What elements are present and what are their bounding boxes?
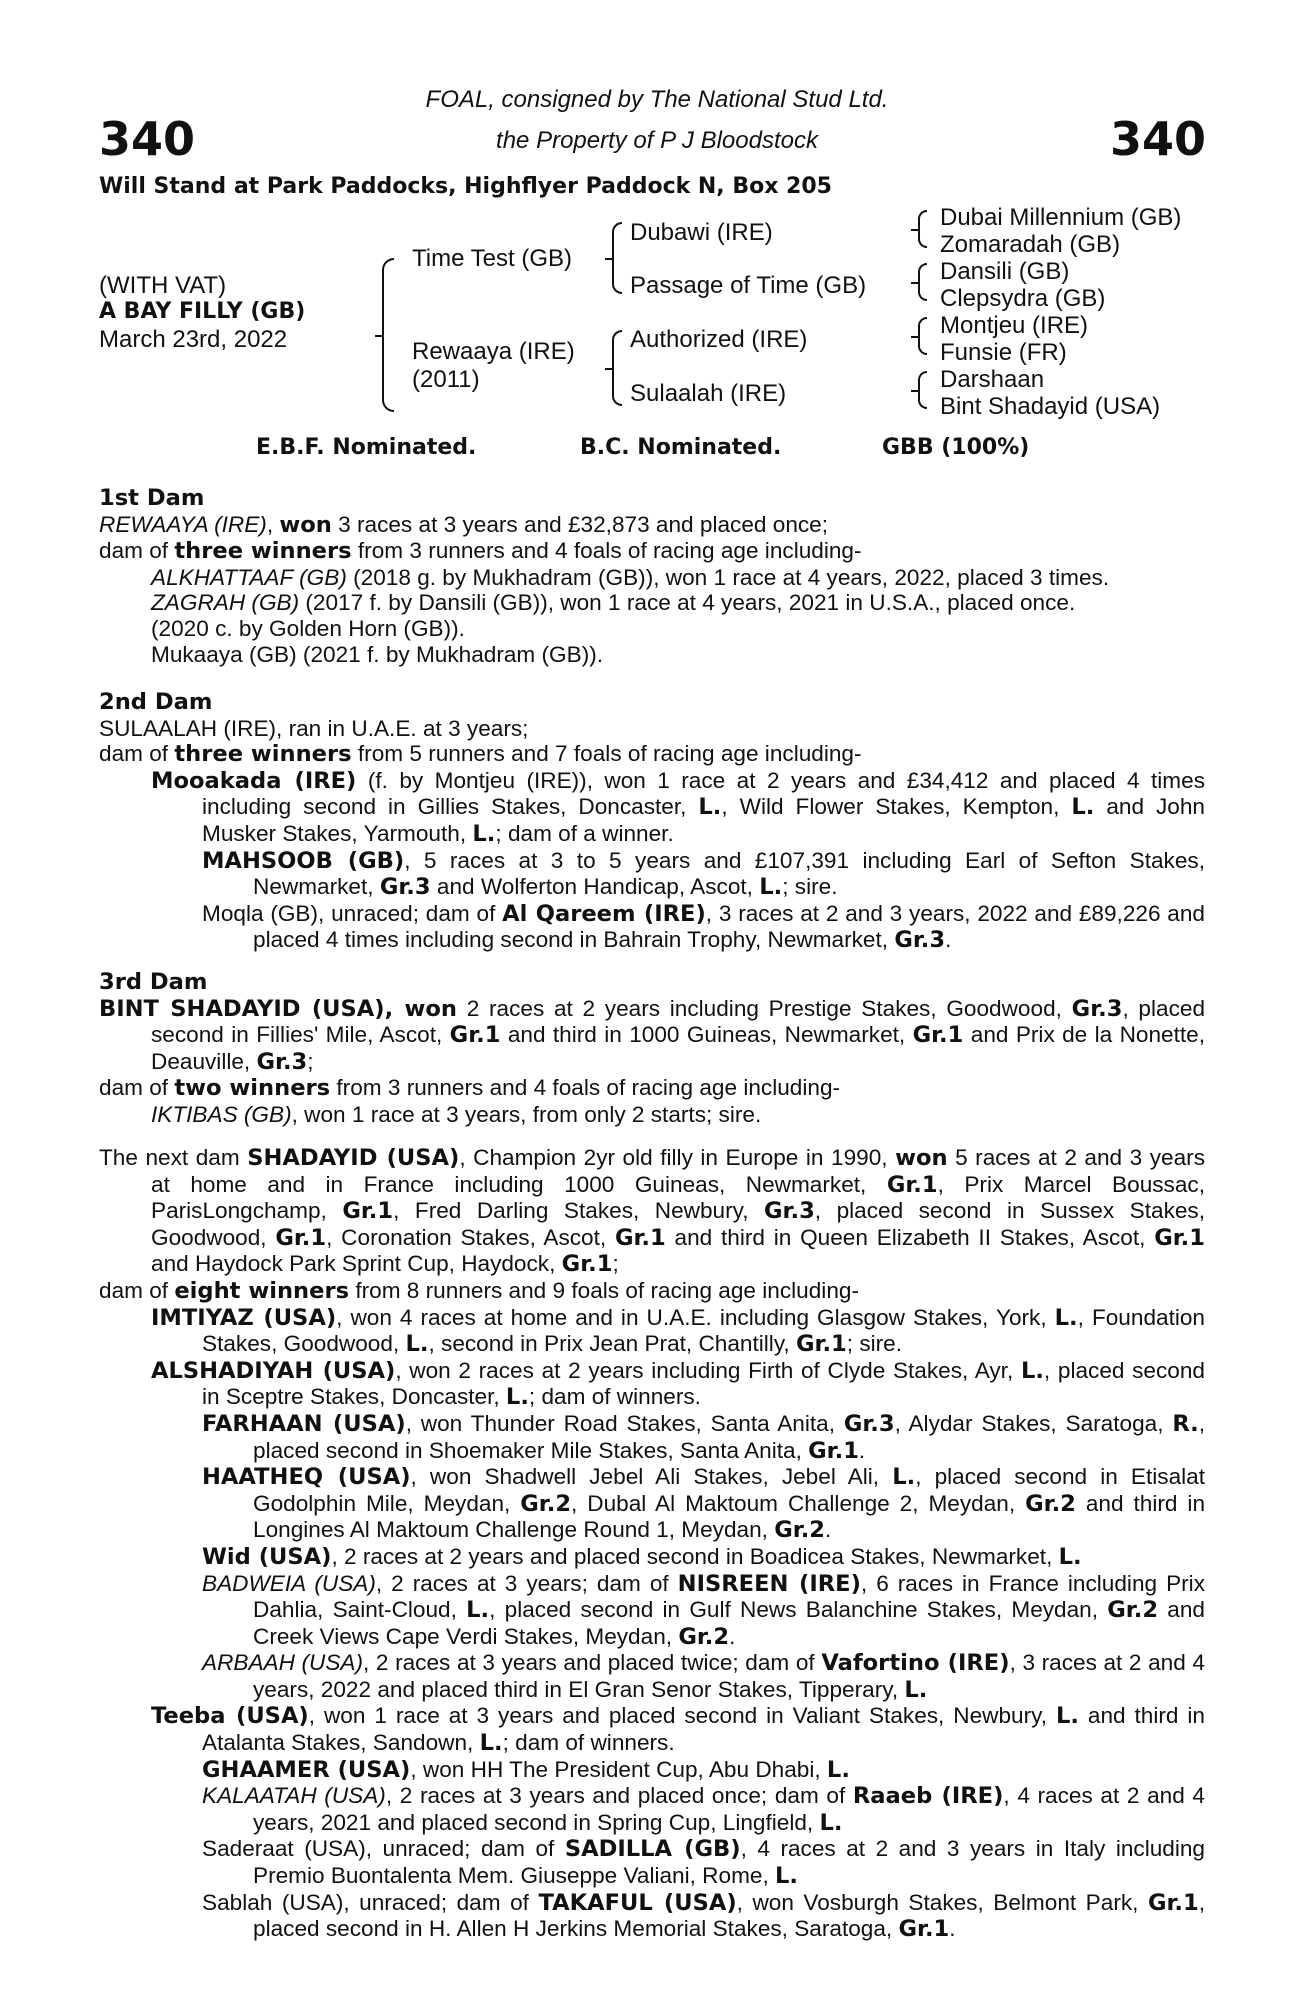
first-dam-heading: 1st Dam: [99, 485, 205, 511]
text: , won 1 race at 3 years and placed second in Valiant Stakes, Newbury,: [308, 1703, 1048, 1729]
gbb-status: GBB (100%): [882, 435, 1030, 460]
record-text: 3 races at 3 years and £32,873 and placed once;: [338, 511, 829, 537]
dam-name: BINT SHADAYID (USA): [99, 995, 385, 1022]
pedigree-gen2-1: Dubawi (IRE): [630, 219, 773, 246]
grade: L.: [904, 1676, 928, 1703]
third-dam-intro: [99, 996, 1205, 1076]
horse-name: ALSHADIYAH (USA): [151, 1357, 396, 1384]
horse-name: GHAAMER (USA): [202, 1756, 411, 1783]
second-dam-summary: [99, 741, 1205, 768]
produce-entry: (2020 c. by Golden Horn (GB)).: [151, 615, 465, 641]
winners-count: two winners: [174, 1075, 331, 1102]
text: , placed second in Shoemaker Mile Stakes, Santa Anita,: [253, 1410, 1205, 1463]
text: , 4 races at 2 and 4 years, 2021 and placed second in Spring Cup, Lingfield,: [253, 1783, 1205, 1835]
text: , 5 races at 3 to 5 years and £107,391 including Earl of Sefton Stakes, Newmarket,: [253, 847, 1205, 900]
grade: Gr.3: [843, 1410, 895, 1437]
pedigree-gen3-1: Dubai Millennium (GB): [940, 204, 1182, 231]
grade: Gr.1: [1147, 1889, 1199, 1916]
grade: L.: [479, 1730, 503, 1757]
third-dam-section: [99, 970, 1205, 1128]
grade: L.: [1058, 1543, 1082, 1570]
grade: Gr.3: [894, 927, 946, 954]
grade: L.: [759, 874, 783, 901]
text: dam of: [99, 1075, 169, 1101]
third-dam-heading: 3rd Dam: [99, 969, 208, 995]
grade: Gr.3: [256, 1048, 308, 1075]
produce-entry: [99, 1305, 1205, 1358]
text: , Foundation Stakes, Goodwood,: [202, 1304, 1206, 1357]
grade: L.: [826, 1756, 850, 1783]
text: and Prix de la Nonette, Deauville,: [151, 1022, 1206, 1074]
text: ; dam of winners.: [528, 1384, 701, 1410]
text: .: [729, 1623, 736, 1649]
produce-entry: [99, 590, 1205, 616]
text: and third in Atalanta Stakes, Sandown,: [202, 1703, 1205, 1756]
winners-count: three winners: [174, 741, 352, 768]
produce-entry: [99, 1544, 1205, 1571]
won-label: , won: [384, 995, 457, 1022]
horse-name: BADWEIA (USA): [202, 1570, 376, 1596]
grade: Gr.1: [614, 1224, 666, 1251]
pedigree-gen3-7: Darshaan: [940, 366, 1045, 393]
text: ; dam of winners.: [502, 1730, 675, 1756]
grade: Gr.3: [1071, 995, 1123, 1022]
grade: Gr.1: [886, 1171, 938, 1198]
text: and Haydock Park Sprint Cup, Haydock,: [151, 1251, 556, 1277]
grade: L.: [405, 1331, 429, 1358]
text: .: [825, 1517, 832, 1543]
next-dam-intro: [99, 1145, 1205, 1278]
text: from 3 runners and 4 foals of racing age including-: [336, 1075, 841, 1101]
grade: Gr.1: [898, 1916, 950, 1943]
text: and John Musker Stakes, Yarmouth,: [202, 794, 1205, 846]
record-text: (2017 f. by Dansili (GB)), won 1 race at 4 years, 2021 in U.S.A., placed once.: [305, 590, 1076, 616]
horse-name: ZAGRAH (GB): [151, 590, 300, 616]
grade: L.: [775, 1863, 798, 1890]
pedigree-brace-main: [382, 258, 394, 412]
text: , 2 races at 3 years and placed twice; dam of: [363, 1650, 815, 1676]
text: , won Shadwell Jebel Ali Stakes, Jebel Ali,: [410, 1464, 880, 1490]
produce-entry: [99, 1703, 1205, 1756]
pedigree-brace-dam: [612, 330, 622, 406]
pedigree-gen3-3: Dansili (GB): [940, 258, 1070, 285]
text: , placed second in Etisalat Godolphin Mile, Meydan,: [253, 1464, 1206, 1516]
grade: L.: [698, 794, 722, 821]
lot-number-right: 340: [1109, 112, 1206, 166]
grade: Gr.2: [774, 1517, 826, 1544]
horse-dob: March 23rd, 2022: [99, 326, 288, 353]
grade: L.: [472, 820, 496, 847]
grade: Gr.1: [275, 1224, 327, 1251]
property-line: the Property of P J Bloodstock: [496, 127, 818, 154]
text: , won 4 races at home and in U.A.E. including Glasgow Stakes, York,: [336, 1304, 1047, 1330]
next-dam-section: [99, 1145, 1205, 1943]
grade: R.: [1172, 1410, 1199, 1437]
horse-name: IMTIYAZ (USA): [151, 1304, 337, 1331]
text: Sablah (USA), unraced; dam of: [202, 1889, 529, 1915]
produce-entry: [99, 1358, 1205, 1411]
grade: Gr.2: [520, 1490, 572, 1517]
pedigree-brace-g3-3: [918, 317, 927, 355]
produce-entry: [99, 848, 1205, 901]
produce-entry: [99, 1464, 1205, 1544]
dam-year: (2011): [412, 366, 480, 393]
pedigree-gen3-8: Bint Shadayid (USA): [940, 393, 1161, 420]
text: , won 1 race at 3 years, from only 2 starts; sire.: [291, 1101, 762, 1127]
bc-nomination: B.C. Nominated.: [580, 435, 782, 460]
grade: Gr.2: [1107, 1597, 1159, 1624]
pedigree-gen2-2: Passage of Time (GB): [630, 272, 867, 299]
horse-name: Mooakada (IRE): [151, 767, 357, 794]
winners-count: eight winners: [174, 1277, 350, 1304]
next-dam-summary: [99, 1278, 1205, 1305]
horse-name: FARHAAN (USA): [202, 1410, 406, 1437]
text: and Creek Views Cape Verdi Stakes, Meydan,: [253, 1597, 1205, 1649]
text: and third in Queen Elizabeth II Stakes, Ascot,: [674, 1224, 1146, 1250]
grade: Gr.1: [796, 1331, 847, 1358]
produce-entry: [99, 565, 1205, 591]
produce-entry: [99, 901, 1205, 954]
horse-name: Wid (USA): [202, 1543, 332, 1570]
horse-name: TAKAFUL (USA): [538, 1889, 737, 1916]
grade: L.: [1020, 1357, 1044, 1384]
won-label: won: [279, 511, 332, 538]
text: dam of: [99, 538, 169, 564]
horse-name: Teeba (USA): [151, 1703, 309, 1730]
produce-entry: [99, 1783, 1205, 1836]
text: .: [945, 927, 952, 953]
text: , Champion 2yr old filly in Europe in 1990,: [459, 1145, 888, 1170]
pedigree-brace-g3-4: [918, 371, 927, 409]
consigned-line: FOAL, consigned by The National Stud Ltd.: [425, 86, 889, 113]
grade: L.: [1071, 794, 1095, 821]
grade: L.: [466, 1597, 490, 1624]
pedigree-brace-g3-2: [918, 263, 927, 301]
pedigree-gen3-2: Zomaradah (GB): [940, 231, 1121, 258]
text: , 2 races at 3 years and placed once; dam of: [385, 1783, 846, 1809]
text: , placed second in Sussex Stakes, Goodwood,: [151, 1198, 1206, 1250]
grade: Gr.2: [678, 1623, 730, 1650]
grade: Gr.3: [764, 1198, 815, 1225]
text: , placed second in Gulf News Balanchine Stakes, Meydan,: [489, 1597, 1099, 1623]
pedigree-gen2-4: Sulaalah (IRE): [630, 380, 787, 407]
text: 5 races at 2 and 3 years at home and in France including 1000 Guineas, Newmarket,: [151, 1145, 1205, 1197]
text: ; sire.: [782, 874, 838, 900]
text: , 3 races at 2 and 3 years, 2022 and £89,226 and placed 4 times including second in Bahrain Trophy, Newmarket,: [253, 900, 1205, 953]
text: , Coronation Stakes, Ascot,: [326, 1224, 607, 1250]
horse-name: ARBAAH (USA): [202, 1650, 364, 1676]
grade: L.: [819, 1809, 843, 1836]
first-dam-section: [99, 486, 1205, 667]
grade: Gr.2: [1025, 1490, 1076, 1517]
text: .: [949, 1916, 956, 1942]
produce-entry: Mukaaya (GB) (2021 f. by Mukhadram (GB)).: [151, 641, 604, 667]
text: , 2 races at 2 years and placed second in Boadicea Stakes, Newmarket,: [331, 1543, 1053, 1569]
grade: Gr.1: [808, 1437, 859, 1464]
pedigree-brace-g3-1: [918, 210, 927, 248]
text: dam of: [99, 1277, 169, 1303]
horse-name: ALKHATTAAF (GB): [151, 564, 347, 590]
pedigree-gen2-3: Authorized (IRE): [630, 326, 808, 353]
produce-entry: [99, 1571, 1205, 1651]
dam-name: REWAAYA (IRE): [99, 511, 267, 537]
text: , Prix Marcel Boussac, ParisLongchamp,: [151, 1171, 1205, 1224]
text: The next dam: [99, 1145, 240, 1170]
grade: L.: [1055, 1703, 1079, 1730]
grade: L.: [1054, 1304, 1078, 1331]
horse-name: Raaeb (IRE): [852, 1783, 1004, 1810]
grade: L.: [892, 1464, 916, 1491]
grade: Gr.1: [1154, 1224, 1205, 1251]
stand-location: Will Stand at Park Paddocks, Highflyer Paddock N, Box 205: [99, 174, 832, 199]
text: , placed second in Fillies' Mile, Ascot,: [151, 995, 1206, 1048]
first-dam-summary: [99, 538, 1205, 565]
grade: Gr.1: [449, 1022, 501, 1049]
produce-entry: [99, 1757, 1205, 1784]
text: 2 races at 2 years including Prestige Stakes, Goodwood,: [466, 995, 1062, 1021]
horse-name: A BAY FILLY (GB): [99, 299, 306, 324]
text: , second in Prix Jean Prat, Chantilly,: [428, 1331, 790, 1357]
horse-name: SADILLA (GB): [564, 1836, 741, 1863]
winners-count: three winners: [174, 538, 352, 565]
text: , 2 races at 3 years; dam of: [375, 1570, 669, 1596]
produce-entry: [99, 1411, 1205, 1464]
grade: Gr.1: [561, 1251, 613, 1278]
horse-name: IKTIBAS (GB): [151, 1101, 292, 1127]
text: , Wild Flower Stakes, Kempton,: [721, 794, 1060, 820]
text: , Alydar Stakes, Saratoga,: [894, 1410, 1164, 1436]
text: and Wolferton Handicap, Ascot,: [436, 874, 753, 900]
text: from 3 runners and 4 foals of racing age including-: [357, 538, 862, 564]
grade: Gr.1: [912, 1022, 964, 1049]
produce-entry: [99, 1102, 1205, 1128]
text: ; sire.: [846, 1331, 903, 1357]
text: , placed second in H. Allen H Jerkins Memorial Stakes, Saratoga,: [253, 1889, 1206, 1942]
horse-name: KALAATAH (USA): [202, 1783, 386, 1809]
lot-number-left: 340: [99, 112, 196, 166]
horse-name: HAATHEQ (USA): [202, 1464, 411, 1491]
text: , won Thunder Road Stakes, Santa Anita,: [405, 1410, 836, 1436]
pedigree-gen3-5: Montjeu (IRE): [940, 312, 1089, 339]
grade: L.: [505, 1384, 529, 1411]
text: ;: [612, 1251, 619, 1277]
vat-note: (WITH VAT): [99, 272, 227, 299]
text: ;: [307, 1048, 314, 1074]
first-dam-intro: REWAAYA (IRE), won 3 races at 3 years and £32,873 and placed once;: [99, 511, 829, 538]
text: (f. by Montjeu (IRE)), won 1 race at 2 years and £34,412 and placed 4 times including second in Gillies Stakes, Doncaster,: [202, 767, 1205, 820]
text: , Fred Darling Stakes, Newbury,: [393, 1198, 749, 1224]
text: and third in Longines Al Maktoum Challenge Round 1, Meydan,: [253, 1490, 1206, 1543]
horse-name: Al Qareem (IRE): [502, 900, 706, 927]
horse-name: NISREEN (IRE): [677, 1570, 861, 1597]
produce-entry: [99, 1890, 1205, 1943]
text: from 8 runners and 9 foals of racing age including-: [355, 1277, 859, 1303]
text: , Dubal Al Maktoum Challenge 2, Meydan,: [571, 1490, 1016, 1516]
second-dam-heading: 2nd Dam: [99, 689, 213, 715]
sire-name: Time Test (GB): [412, 245, 573, 272]
grade: Gr.3: [379, 874, 431, 901]
pedigree-gen3-6: Funsie (FR): [940, 339, 1067, 366]
text: .: [858, 1437, 866, 1463]
produce-entry: [99, 1650, 1205, 1703]
text: , placed second in Sceptre Stakes, Doncaster,: [202, 1357, 1205, 1410]
text: and third in 1000 Guineas, Newmarket,: [507, 1022, 906, 1048]
produce-entry: [99, 1836, 1205, 1889]
text: Moqla (GB), unraced; dam of: [202, 900, 496, 926]
third-dam-summary: [99, 1075, 1205, 1102]
text: ; dam of a winner.: [495, 820, 674, 846]
pedigree-gen3-4: Clepsydra (GB): [940, 285, 1106, 312]
record-text: (2018 g. by Mukhadram (GB)), won 1 race at 4 years, 2022, placed 3 times.: [353, 564, 1110, 590]
text: from 5 runners and 7 foals of racing age including-: [357, 741, 862, 767]
ebf-nomination: E.B.F. Nominated.: [256, 435, 477, 460]
text: , won Vosburgh Stakes, Belmont Park,: [736, 1889, 1139, 1915]
text: , 4 races at 2 and 3 years in Italy including Premio Buontalenta Mem. Giuseppe Valiani, Rome,: [253, 1836, 1206, 1889]
text: , 3 races at 2 and 4 years, 2022 and placed third in El Gran Senor Stakes, Tipperary,: [253, 1650, 1205, 1702]
horse-name: Vafortino (IRE): [821, 1650, 1010, 1677]
text: dam of: [99, 741, 169, 767]
text: , won HH The President Cup, Abu Dhabi,: [410, 1756, 821, 1782]
grade: Gr.1: [342, 1198, 394, 1225]
horse-name: MAHSOOB (GB): [202, 847, 405, 874]
second-dam-intro: SULAALAH (IRE), ran in U.A.E. at 3 years;: [99, 715, 529, 741]
dam-name: Rewaaya (IRE): [412, 338, 575, 365]
dam-name: SHADAYID (USA): [247, 1145, 460, 1171]
second-dam-section: [99, 690, 1205, 954]
won-label: won: [895, 1145, 948, 1171]
produce-entry: [99, 768, 1205, 848]
pedigree-brace-sire: [612, 222, 622, 294]
text: , 6 races in France including Prix Dahlia, Saint-Cloud,: [253, 1570, 1205, 1623]
text: Saderaat (USA), unraced; dam of: [202, 1836, 555, 1862]
text: , won 2 races at 2 years including Firth of Clyde Stakes, Ayr,: [395, 1357, 1014, 1383]
